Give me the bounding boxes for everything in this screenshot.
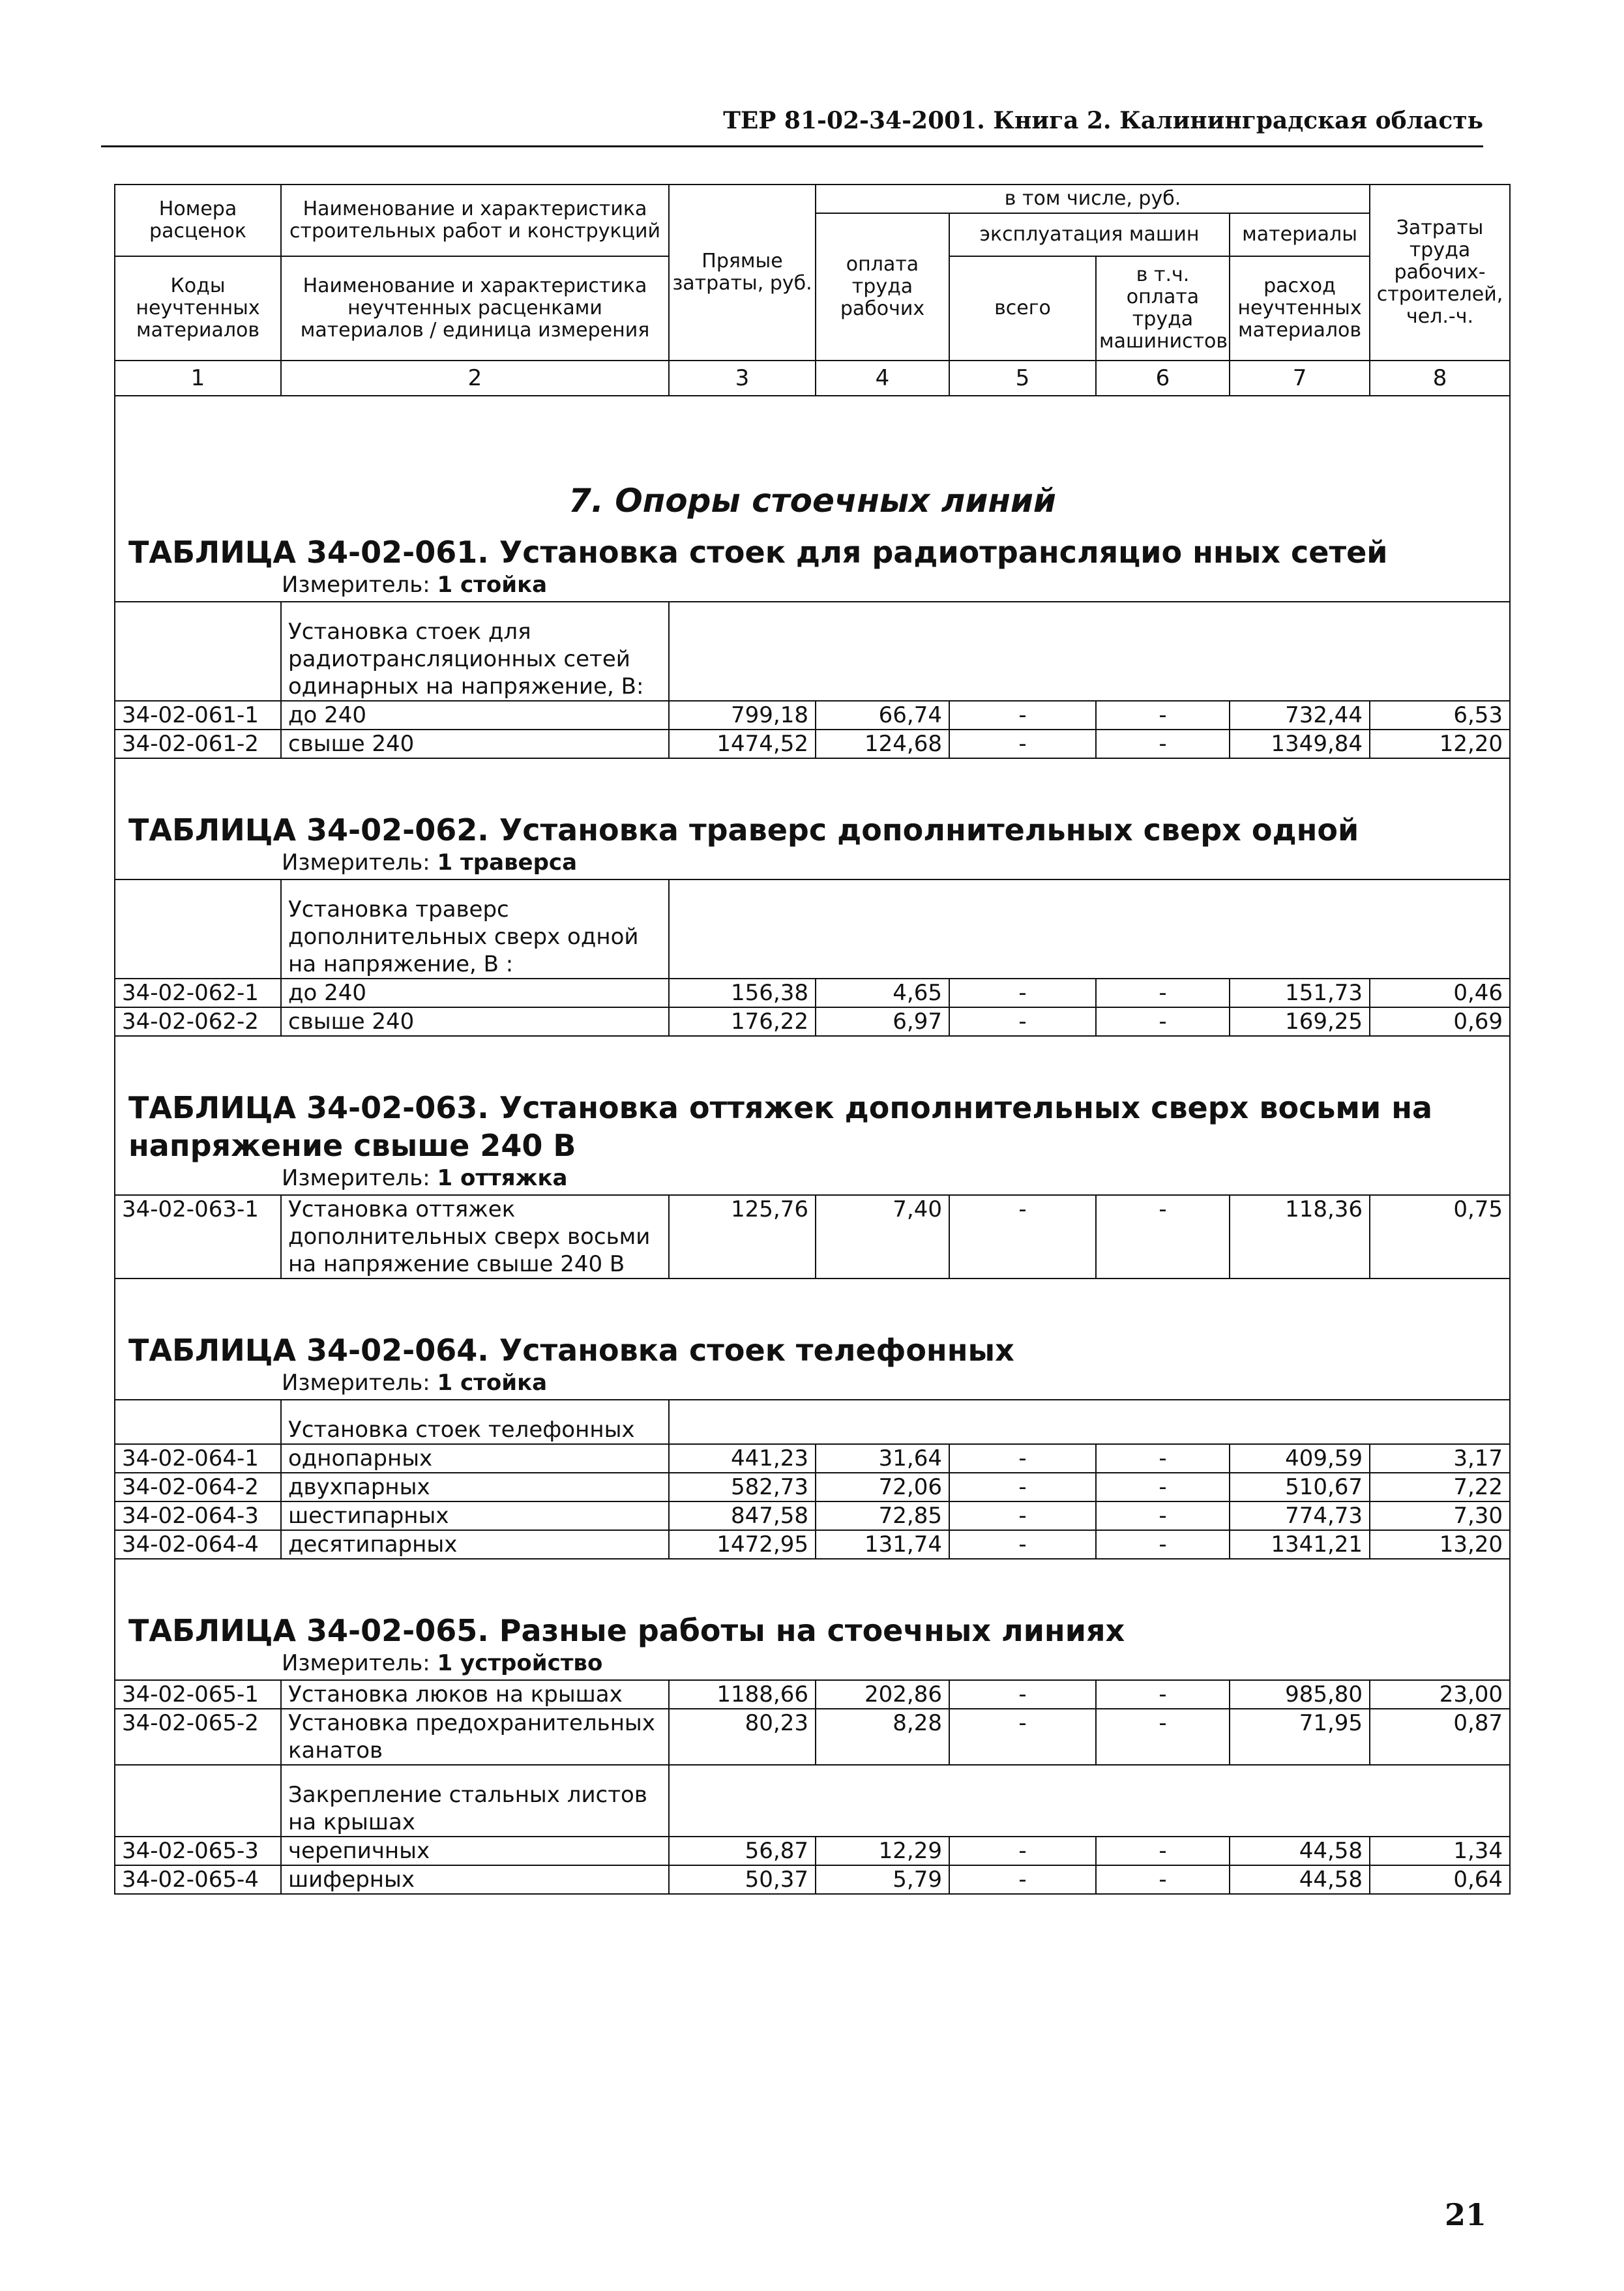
cell-c6: - [1096,701,1230,730]
cell-code: 34-02-061-2 [115,730,281,758]
cell-code: 34-02-065-4 [115,1865,281,1894]
cell-c4: 72,06 [816,1473,949,1501]
measure-unit: 1 оттяжка [437,1165,568,1191]
table-title: ТАБЛИЦА 34-02-061. Установка стоек для радиотрансляцио нных сетей [128,535,1388,570]
cell-c3: 847,58 [669,1501,816,1530]
group-intro: Установка траверс дополнительных сверх одной на напряжение, В : [281,879,669,979]
table-title-row [115,1036,1510,1195]
table-title-row [115,758,1510,879]
cell-c5: - [949,1195,1096,1279]
group-intro-row [115,1400,1510,1444]
cell-c4: 7,40 [816,1195,949,1279]
cell-c8: 6,53 [1370,701,1510,730]
table-row [115,1680,1510,1709]
cell-code: 34-02-063-1 [115,1195,281,1279]
measure-unit: 1 стойка [437,572,548,598]
cell-c5: - [949,1530,1096,1559]
cell-c8: 0,46 [1370,979,1510,1007]
cell-c3: 125,76 [669,1195,816,1279]
cell-c7: 985,80 [1230,1680,1370,1709]
table-row [115,730,1510,758]
col-head-machines: эксплуатация машин [949,213,1230,256]
cell-c6: - [1096,1865,1230,1894]
table-title: ТАБЛИЦА 34-02-063. Установка оттяжек дополнительных сверх восьми на напряжение свыше 240 В [128,1090,1433,1163]
cell-c7: 71,95 [1230,1709,1370,1765]
col-head-3: Прямые затраты, руб. [669,185,816,361]
table-row [115,1837,1510,1865]
cell-c4: 202,86 [816,1680,949,1709]
cell-c8: 7,22 [1370,1473,1510,1501]
measure-label: Измеритель: [282,1370,430,1396]
cell-c7: 1341,21 [1230,1530,1370,1559]
cell-c8: 0,69 [1370,1007,1510,1036]
cell-c6: - [1096,1473,1230,1501]
cell-c5: - [949,1837,1096,1865]
table-row [115,1865,1510,1894]
table-title: ТАБЛИЦА 34-02-064. Установка стоек телефонных [128,1333,1014,1368]
col-num: 7 [1230,361,1370,396]
page-number: 21 [1444,2197,1486,2232]
group-intro: Установка стоек телефонных [281,1400,669,1444]
cell-c5: - [949,730,1096,758]
measure-line [115,1649,1509,1679]
cell-c6: - [1096,730,1230,758]
col-head-2a: Наименование и характеристика строительных работ и конструкций [281,185,669,256]
cell-code: 34-02-064-3 [115,1501,281,1530]
cell-c7: 774,73 [1230,1501,1370,1530]
cell-c3: 176,22 [669,1007,816,1036]
cell-name: Установка предохранительных канатов [281,1709,669,1765]
cell-c3: 80,23 [669,1709,816,1765]
cell-c4: 6,97 [816,1007,949,1036]
col-head-8: Затраты труда рабочих-строителей, чел.-ч. [1370,185,1510,361]
measure-label: Измеритель: [282,1650,430,1676]
cell-c8: 0,64 [1370,1865,1510,1894]
col-head-materials: материалы [1230,213,1370,256]
measure-line [115,849,1509,879]
cell-c7: 1349,84 [1230,730,1370,758]
col-num: 4 [816,361,949,396]
group-intro-row [115,1765,1510,1837]
group-intro-row [115,879,1510,979]
cell-c6: - [1096,1530,1230,1559]
cell-c5: - [949,1473,1096,1501]
table-title-row [115,1559,1510,1680]
cell-c3: 582,73 [669,1473,816,1501]
cell-c3: 156,38 [669,979,816,1007]
col-num: 5 [949,361,1096,396]
cell-code: 34-02-065-2 [115,1709,281,1765]
cell-c6: - [1096,1195,1230,1279]
cell-c4: 4,65 [816,979,949,1007]
cell-name: Установка люков на крышах [281,1680,669,1709]
cell-code: 34-02-064-4 [115,1530,281,1559]
cell-c8: 1,34 [1370,1837,1510,1865]
table-row [115,979,1510,1007]
col-head-4: оплата труда рабочих [816,213,949,361]
cell-c4: 8,28 [816,1709,949,1765]
cell-c6: - [1096,1007,1230,1036]
cell-c3: 1188,66 [669,1680,816,1709]
cell-c5: - [949,1444,1096,1473]
cell-code: 34-02-065-1 [115,1680,281,1709]
cell-c8: 0,87 [1370,1709,1510,1765]
cell-c7: 169,25 [1230,1007,1370,1036]
cell-c7: 151,73 [1230,979,1370,1007]
cell-c6: - [1096,1501,1230,1530]
cell-c8: 13,20 [1370,1530,1510,1559]
cell-name: двухпарных [281,1473,669,1501]
cell-c4: 124,68 [816,730,949,758]
cell-name: десятипарных [281,1530,669,1559]
table-row [115,1530,1510,1559]
cell-c3: 1472,95 [669,1530,816,1559]
col-head-1b: Коды неучтенных материалов [115,256,281,361]
cell-c5: - [949,1501,1096,1530]
cell-name: Установка оттяжек дополнительных сверх восьми на напряжение свыше 240 В [281,1195,669,1279]
cell-c7: 732,44 [1230,701,1370,730]
table-row [115,1473,1510,1501]
table-row [115,1709,1510,1765]
col-num: 2 [281,361,669,396]
cell-c8: 3,17 [1370,1444,1510,1473]
cell-c6: - [1096,1837,1230,1865]
cell-c5: - [949,701,1096,730]
cell-c6: - [1096,979,1230,1007]
col-head-2b: Наименование и характеристика неучтенных расценками материалов / единица измерения [281,256,669,361]
table-title: ТАБЛИЦА 34-02-065. Разные работы на стоечных линиях [128,1613,1125,1648]
cell-c8: 23,00 [1370,1680,1510,1709]
cell-code: 34-02-061-1 [115,701,281,730]
cell-c5: - [949,1865,1096,1894]
measure-label: Измеритель: [282,850,430,876]
cell-code: 34-02-062-2 [115,1007,281,1036]
column-numbers-row [115,361,1510,396]
col-head-5: всего [949,256,1096,361]
cell-c5: - [949,1680,1096,1709]
table-title: ТАБЛИЦА 34-02-062. Установка траверс дополнительных сверх одной [128,812,1359,848]
table-row [115,1444,1510,1473]
measure-line [115,571,1509,601]
cell-c4: 72,85 [816,1501,949,1530]
measure-unit: 1 траверса [437,850,578,876]
measure-line [115,1164,1509,1194]
cell-code: 34-02-065-3 [115,1837,281,1865]
group-intro: Закрепление стальных листов на крышах [281,1765,669,1837]
cell-name: свыше 240 [281,730,669,758]
cell-c7: 44,58 [1230,1837,1370,1865]
document-header: ТЕР 81-02-34-2001. Книга 2. Калининградская область [101,108,1483,147]
col-num: 1 [115,361,281,396]
group-intro-row [115,602,1510,701]
cell-name: шиферных [281,1865,669,1894]
table-title-row [115,533,1510,602]
cell-c8: 7,30 [1370,1501,1510,1530]
cell-c7: 409,59 [1230,1444,1370,1473]
cell-name: до 240 [281,979,669,1007]
col-head-group: в том числе, руб. [816,185,1370,213]
cell-c7: 44,58 [1230,1865,1370,1894]
cell-c5: - [949,979,1096,1007]
group-intro: Установка стоек для радиотрансляционных сетей одинарных на напряжение, В: [281,602,669,701]
col-num: 6 [1096,361,1230,396]
cell-c6: - [1096,1709,1230,1765]
cell-c7: 118,36 [1230,1195,1370,1279]
rates-table [114,184,1509,1895]
cell-c6: - [1096,1444,1230,1473]
cell-name: однопарных [281,1444,669,1473]
table-row [115,1195,1510,1279]
cell-c3: 56,87 [669,1837,816,1865]
cell-name: шестипарных [281,1501,669,1530]
cell-c4: 31,64 [816,1444,949,1473]
cell-c3: 799,18 [669,701,816,730]
table-row [115,701,1510,730]
col-num: 3 [669,361,816,396]
measure-unit: 1 устройство [437,1650,603,1676]
cell-c4: 131,74 [816,1530,949,1559]
header-row-1 [115,185,1510,213]
cell-c4: 12,29 [816,1837,949,1865]
cell-c8: 12,20 [1370,730,1510,758]
cell-c5: - [949,1007,1096,1036]
cell-c4: 66,74 [816,701,949,730]
measure-line [115,1369,1509,1399]
cell-name: черепичных [281,1837,669,1865]
cell-c8: 0,75 [1370,1195,1510,1279]
measure-label: Измеритель: [282,1165,430,1191]
cell-c4: 5,79 [816,1865,949,1894]
cell-c3: 50,37 [669,1865,816,1894]
cell-code: 34-02-064-2 [115,1473,281,1501]
cell-c7: 510,67 [1230,1473,1370,1501]
cell-c5: - [949,1709,1096,1765]
table-row [115,1501,1510,1530]
col-head-1a: Номера расценок [115,185,281,256]
cell-c3: 441,23 [669,1444,816,1473]
measure-label: Измеритель: [282,572,430,598]
cell-c3: 1474,52 [669,730,816,758]
col-head-7: расход неучтенных материалов [1230,256,1370,361]
measure-unit: 1 стойка [437,1370,548,1396]
cell-c6: - [1096,1680,1230,1709]
table-row [115,1007,1510,1036]
cell-code: 34-02-064-1 [115,1444,281,1473]
cell-code: 34-02-062-1 [115,979,281,1007]
table-title-row [115,1279,1510,1400]
section-title: 7. Опоры стоечных линий [568,482,1056,520]
col-num: 8 [1370,361,1510,396]
section-title-row [115,396,1510,533]
cell-name: до 240 [281,701,669,730]
cell-name: свыше 240 [281,1007,669,1036]
col-head-6: в т.ч. оплата труда машинистов [1096,256,1230,361]
